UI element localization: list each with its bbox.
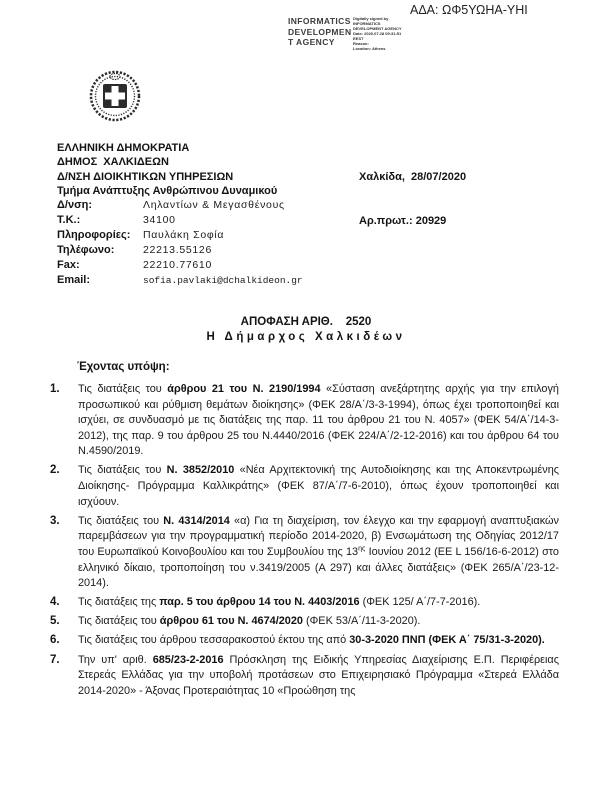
decision-heading <box>0 316 612 343</box>
contact-label: Email: <box>57 274 91 286</box>
reference-text: Τις διατάξεις του άρθρου 61 του Ν. 4674/2020 (ΦΕΚ 53/Α΄/11-3-2020). <box>78 615 421 628</box>
signature-detail-line: Reason: <box>353 41 369 46</box>
reference-text: Τις διατάξεις του Ν. 3852/2010 «Νέα Αρχιτεκτονική της Αυτοδιοίκησης και της Αποκεντρωμένης Διοίκησης- Πρόγραμμα Καλλικράτης» (ΦΕΚ 87/Α΄/7-6-2010), όπως έχουν τροποποιηθεί και ισχύουν. <box>78 464 559 508</box>
signature-detail-line: INFORMATICS <box>353 21 381 26</box>
reference-text: Την υπ' αριθ. 685/23-2-2016 Πρόσκληση της Ειδικής Υπηρεσίας Διαχείρισης Ε.Π. Περιφέρειας Στερεάς Ελλάδας για την υποβολή προτάσεων στο Επιχειρησιακό Πρόγραμμα «Στερεά Ελλάδα 2014-2020» - Άξονας Προτεραιότητας 10 «Προώθηση της <box>78 653 559 697</box>
signature-detail-line: EEST <box>353 36 364 41</box>
contact-value: 22213.55126 <box>143 244 213 256</box>
reference-item <box>50 633 559 649</box>
contact-value: 34100 <box>143 214 176 226</box>
date-protocol-block <box>359 141 466 258</box>
ada-code: ΑΔΑ: ΩΦ5ΥΩΗΑ-ΥΗΙ <box>410 3 528 17</box>
contact-label: Δ/νση: <box>57 199 92 211</box>
digital-signature-stamp <box>288 16 425 51</box>
reference-number: 1. <box>50 383 60 395</box>
contact-label: Πληροφορίες: <box>57 229 131 241</box>
legal-references-list <box>50 382 559 703</box>
contact-label: Τηλέφωνο: <box>57 244 115 256</box>
reference-number: 5. <box>50 615 60 628</box>
signature-detail-line: Date: 2020.07.28 09:31:51 <box>353 31 402 36</box>
decision-subtitle: Η Δήμαρχος Χαλκιδέων <box>206 331 406 343</box>
contact-row <box>57 274 303 289</box>
reference-number: 7. <box>50 653 60 666</box>
organization-header <box>57 141 277 198</box>
reference-item <box>50 463 559 510</box>
decision-title: ΑΠΟΦΑΣΗ ΑΡΙΘ. 2520 <box>240 316 372 328</box>
contact-row <box>57 244 303 259</box>
signature-detail-line: Location: Athens <box>353 46 386 51</box>
contact-value: Ληλαντίων & Μεγασθένους <box>143 199 285 211</box>
organization-header-line: ΔΗΜΟΣ ΧΑΛΚΙΔΕΩΝ <box>57 156 169 169</box>
reference-number: 4. <box>50 596 60 609</box>
reference-number: 2. <box>50 464 60 477</box>
contact-value: sofia.pavlaki@dchalkideon.gr <box>143 275 303 286</box>
contact-block <box>57 199 303 289</box>
contact-label: Τ.Κ.: <box>57 214 81 226</box>
contact-row <box>57 199 303 214</box>
reference-number: 3. <box>50 514 60 527</box>
contact-row <box>57 214 303 229</box>
protocol-number: Αρ.πρωτ.: 20929 <box>359 214 447 227</box>
reference-text: Τις διατάξεις του Ν. 4314/2014 «α) Για τη διαχείριση, τον έλεγχο και την εφαρμογή αναπτυξιακών παρεμβάσεων για την προγραμματική περίοδο 2014-2020, β) Ενσωμάτωση της Οδηγίας 2012/17 του Ευρωπαϊκού Κοινοβουλίου και του Συμβουλίου της $13^{\eta\varsigma}$ Ιουνίου 2012 (ΕΕ L 156/16-6-2012) στο ελληνικό δίκαιο, τροποποίηση του ν.3419/2005 (Α 297) και άλλες διατάξεις» (ΦΕΚ 265/Α΄/23-12-2014). <box>78 514 559 590</box>
reference-item <box>50 614 559 630</box>
signature-agency-line: T AGENCY <box>288 37 335 47</box>
contact-row <box>57 259 303 274</box>
reference-number: 6. <box>50 634 60 647</box>
reference-item <box>50 514 559 592</box>
signature-agency-line: DEVELOPMEN <box>288 26 352 37</box>
greek-coat-of-arms-seal-icon <box>88 66 142 132</box>
contact-value: Παυλάκη Σοφία <box>143 229 225 241</box>
reference-text: Τις διατάξεις του άρθρου 21 του Ν. 2190/1994 «Σύσταση ανεξάρτητης αρχής για την επιλογή προσωπικού και ρύθμιση θεμάτων διοίκησης» (ΦΕΚ 28/Α΄/3-3-1994), όπως έχει τροποποιηθεί και ισχύει, σε συνδυασμό με τις διατάξεις της παρ. 11 του άρθρου 21 του Ν. 4057» (ΦΕΚ 54/Α΄/14-3-2012), της παρ. 9 του άρθρου 25 του Ν.4440/2016 (ΦΕΚ 224/Α΄/2-12-2016) και του άρθρου 64 του Ν.4590/2019. <box>78 383 559 458</box>
organization-header-line: Τμήμα Ανάπτυξης Ανθρώπινου Δυναμικού <box>57 184 278 197</box>
reference-item <box>50 595 559 611</box>
signature-agency-text <box>288 16 352 51</box>
place-date: Χαλκίδα, 28/07/2020 <box>359 171 467 184</box>
signature-details-text <box>353 16 425 51</box>
signature-detail-line: DEVELOPMENT AGENCY <box>353 26 402 31</box>
organization-header-line: ΕΛΛΗΝΙΚΗ ΔΗΜΟΚΡΑΤΙΑ <box>57 142 190 154</box>
signature-agency-line: INFORMATICS <box>288 16 351 26</box>
contact-row <box>57 229 303 244</box>
reference-item <box>50 653 559 700</box>
contact-value: 22210.77610 <box>143 259 213 271</box>
preamble-text: Έχοντας υπόψη: <box>77 361 170 373</box>
organization-header-line: Δ/ΝΣΗ ΔΙΟΙΚΗΤΙΚΩΝ ΥΠΗΡΕΣΙΩΝ <box>57 170 234 183</box>
contact-label: Fax: <box>57 259 80 271</box>
reference-item <box>50 382 559 460</box>
signature-detail-line: Digitally signed by <box>353 16 389 21</box>
reference-text: Τις διατάξεις του άρθρου τεσσαρακοστού έκτου της από 30-3-2020 ΠΝΠ (ΦΕΚ Α΄ 75/31-3-2020). <box>78 634 545 647</box>
reference-text: Τις διατάξεις της παρ. 5 του άρθρου 14 του Ν. 4403/2016 (ΦΕΚ 125/ Α΄/7-7-2016). <box>78 596 481 609</box>
